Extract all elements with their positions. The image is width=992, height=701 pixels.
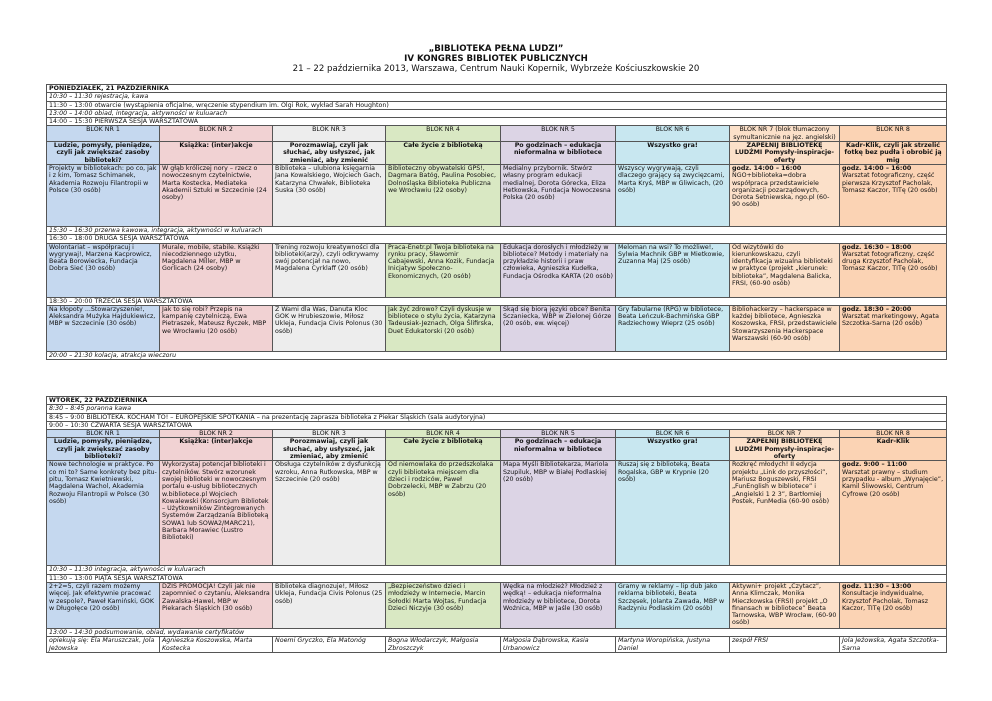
day2-block-theme-row xyxy=(47,438,947,461)
session-desc: Konsultacje indywidualne, Krzysztof Pacholak, Tomasz Kaczor, TITę (20 osób) xyxy=(842,590,929,612)
day2-session5-row xyxy=(47,582,947,628)
day1-session1-header: 14:00 – 15:30 PIERWSZA SESJA WARSZTATOWA xyxy=(47,118,947,126)
day2-block-label-6: BLOK NR 6 xyxy=(616,430,730,438)
day2-session4-5: Mapa Myśli Bibliotekarza, Mariola Szupiluk, MBP w Białej Podlaskiej (20 osób) xyxy=(501,461,616,566)
session-time: godz. 11:30 – 13:00 xyxy=(842,582,912,590)
day2-carers-5: Małgosia Dąbrowska, Kasia Urbanowicz xyxy=(501,637,616,653)
day2-coffee-row xyxy=(47,405,947,413)
day2-summary: 13:00 – 14:30 podsumowanie, obiad, wydawanie certyfikatów xyxy=(47,628,947,636)
program-title: „BIBLIOTEKA PEŁNA LUDZI” xyxy=(428,44,564,54)
day2-presentation-row xyxy=(47,413,947,421)
day2-block-label-5: BLOK NR 5 xyxy=(501,430,616,438)
day2-heading-row xyxy=(47,397,947,405)
day1-session3-1: Na kłopoty ...Stowarzyszenie!, Aleksandra Mużyka Hajdukiewicz, MBP w Szczecinie (30 osób) xyxy=(47,305,160,351)
day2-session4-2: Wykorzystaj potencjał biblioteki i czytelników. Stwórz wzorunek swojej biblioteki w nowoczesnym portalu e-usług bibliotecznych w.bibliotece.pl Wojciech Kowalewski (Konsorcjum Bibliotek – Użytkowników Zintegrowanych Systemów Zarządzania Biblioteką SOWA1 lub SOWA2/MARC21), Barbara Morawiec (Lustro Biblioteki) xyxy=(160,461,273,566)
day2-session5-8 xyxy=(840,582,947,628)
day2-heading: WTOREK, 22 PAŹDZIERNIKA xyxy=(47,397,947,405)
day2-presentation: 8:45 – 9:00 BIBLIOTEKA. KOCHAM TO! – EUROPEJSKIE SPOTKANIA – na prezentację zaprasza biblioteka z Piekar Śląskich (sala audytoryjna) xyxy=(47,413,947,421)
day2-block-label-4: BLOK NR 4 xyxy=(386,430,501,438)
day2-session5-3: Biblioteka diagnozuje!, Miłosz Ukleja, Fundacja Civis Polonus (25 osób) xyxy=(273,582,386,628)
day2-session5-7: Aktywni+ projekt „Czytacz”, Anna Klimczak, Monika Mieczkowska (FRSI) projekt „O finansach w bibliotece” Beata Tarnowska, WBP Wrocław, (60-90 osób) xyxy=(730,582,840,628)
session-time: godz. 9:00 – 11:00 xyxy=(842,461,907,469)
day1-session3-7: Bibliohackerzy – hackerspace w każdej bibliotece, Agnieszka Koszowska, FRSI, przedstawiciele Stowarzyszenia Hackerspace Warszawski (60-90 osób) xyxy=(730,305,840,351)
day1-session3-5: Skąd się biorą języki obce? Benita Sczaniecka, WBP w Zielonej Górze (20 osób, ew. więcej) xyxy=(501,305,616,351)
day1-session1-4: Biblioteczny obywatelski GPS!, Dagmara Batóg, Paulina Posobiec, Dolnośląska Biblioteka Publiczna we Wrocławiu (22 osoby) xyxy=(386,164,501,226)
day1-session2-7: Od wizytówki do kierunkowskazu, czyli identyfikacja wizualna biblioteki w praktyce (projekt „kierunek: biblioteka”, Magdalena Balicka, FRSI, (60-90 osób) xyxy=(730,243,840,297)
day2-session5-5: Wędka na młodzież? Młodzież z wędką! – edukacja nieformalna młodzieży w bibliotece, Dorota Woźnica, MBP w Jaśle (30 osób) xyxy=(501,582,616,628)
day1-session2-6: Meloman na wsi? To możliwe!, Sylwia Machnik GBP w Mietkowie, Zuzanna Maj (25 osób) xyxy=(616,243,730,297)
day1-block-label-5: BLOK NR 5 xyxy=(501,126,616,142)
day1-heading: PONIEDZIAŁEK, 21 PAŹDZIERNIKA xyxy=(47,85,947,93)
day2-coffee: 8:30 – 8:45 poranna kawa xyxy=(47,405,947,413)
day1-session3-8 xyxy=(840,305,947,351)
day2-schedule-table xyxy=(46,396,947,653)
day1-block-theme-7: ZAPEŁNIJ BIBLIOTEKĘ LUDŹMI Pomysły-inspiracje-oferty xyxy=(730,142,840,165)
day1-session1-5: Medialny przybornik. Stwórz własny program edukacji medialnej, Dorota Górecka, Eliza Hetkowska, Fundacja Nowoczesna Polska (20 osób) xyxy=(501,164,616,226)
day1-session3-3: Z Wami dla Was, Danuta Kloc GOK w Hrubieszowie, Miłosz Ukleja, Fundacja Civis Polonus (30 osób) xyxy=(273,305,386,351)
day1-session1-header-row xyxy=(47,118,947,126)
day2-block-label-2: BLOK NR 2 xyxy=(160,430,273,438)
day1-session2-5: Edukacja dorosłych i młodzieży w bibliotece? Metody i materiały na przykładzie historii i praw człowieka, Agnieszka Kudełka, Fundacja Ośrodka KARTA (20 osób) xyxy=(501,243,616,297)
day1-session2-header-row xyxy=(47,235,947,243)
session-desc: Warsztat fotograficzny, część druga Krzysztof Pacholak, Tomasz Kaczor, TITę (20 osób) xyxy=(842,250,938,273)
day1-lunch-row xyxy=(47,109,947,117)
day1-schedule-table xyxy=(46,84,947,360)
day1-session2-row xyxy=(47,243,947,297)
day2-session5-2: DZIŚ PROMOCJA! Czyli jak nie zapomnieć o czytaniu, Aleksandra Zawalska-Hawel, MBP w Piekarach Śląskich (30 osób) xyxy=(160,582,273,628)
day1-session2-1: Wolontariat – współpracuj i wygrywaj!, Marzena Kacprowicz, Beata Borowiecka, Fundacja Dobra Sieć (30 osób) xyxy=(47,243,160,297)
day1-session3-2: Jak to się robi? Przepis na kampanię czytelniczą, Ewa Pietraszek, Mateusz Ryczek, MBP we Wrocławiu (20 osób) xyxy=(160,305,273,351)
day1-session3-6: Gry fabularne (RPG) w bibliotece, Beata Leńczuk-Bachmińska GBP Radziechowy Wieprz (25 osób) xyxy=(616,305,730,351)
day2-block-theme-4: Całe życie z biblioteką xyxy=(386,438,501,461)
day1-session2-header: 16:30 – 18:00 DRUGA SESJA WARSZTATOWA xyxy=(47,235,947,243)
day2-carers-1: opiekują się: Ela Maruszczak, Jola Jeżowska xyxy=(47,637,160,653)
day2-session4-7: Rozkręć młodych! II edycja projektu „Link do przyszłości”, Mariusz Boguszewski, FRSI „FunEnglish w bibliotece” i „Angielski 1 2 3”, Bartłomiej Postek, FunMedia (60-90 osób) xyxy=(730,461,840,566)
day1-session1-3: Biblioteka – ulubiona księgarnia Jana Kowalskiego, Wojciech Gach, Katarzyna Chwałek, Biblioteka Suska (30 osób) xyxy=(273,164,386,226)
day2-session4-4: Od niemowlaka do przedszkolaka czyli biblioteka miejscem dla dzieci i rodziców, Paweł Dobrzelecki, MBP w Zabrzu (20 osób) xyxy=(386,461,501,566)
day1-heading-row xyxy=(47,85,947,93)
day1-block-theme-3: Porozmawiaj, czyli jak słuchać, aby usłyszeć, jak zmieniać, aby zmienić xyxy=(273,142,386,165)
day1-coffee-break: 15:30 – 16:30 przerwa kawowa, integracja, aktywności w kuluarach xyxy=(47,226,947,234)
day1-block-theme-2: Książka: (inter)akcje xyxy=(160,142,273,165)
session-time: godz. 18:30 – 20:00 xyxy=(842,305,912,313)
day1-block-label-7: BLOK NR 7 (blok tłumaczony symultanicznie na jęz. angielski) xyxy=(730,126,840,142)
day1-session2-2: Murale, mobile, stabile. Książki niecodziennego użytku, Magdalena Miller, MBP w Gorlicach (24 osoby) xyxy=(160,243,273,297)
day2-session4-6: Ruszaj się z biblioteką, Beata Rogalska, GBP w Krypnie (20 osób) xyxy=(616,461,730,566)
day1-session1-1: Projekty w bibliotekach: po co, jak i z kim, Tomasz Schimanek, Akademia Rozwoju Filantropii w Polsce (30 osób) xyxy=(47,164,160,226)
day2-block-theme-7: ZAPEŁNIJ BIBLIOTEKĘ LUDŹMI Pomysły-inspiracje-oferty xyxy=(730,438,840,461)
day2-session4-row xyxy=(47,461,947,566)
day2-session5-header: 11:30 – 13:00 PIĄTA SESJA WARSZTATOWA xyxy=(47,574,947,582)
day2-carers-2: Agnieszka Koszowska, Marta Kostecka xyxy=(160,637,273,653)
session-desc: Warsztat fotograficzny, część pierwsza Krzysztof Pacholak, Tomasz Kaczor, TITę (20 osób) xyxy=(842,172,938,194)
day1-block-label-3: BLOK NR 3 xyxy=(273,126,386,142)
day1-lunch: 13:00 – 14:00 obiad, integracja, aktywności w kuluarach xyxy=(47,109,947,117)
day1-opening: 11:30 – 13:00 otwarcie (wystąpienia oficjalne, wręczenie stypendium im. Olgi Rok, wykład Sarah Houghton) xyxy=(47,101,947,109)
day2-break-row xyxy=(47,566,947,574)
day2-block-theme-5: Po godzinach – edukacja nieformalna w bibliotece xyxy=(501,438,616,461)
day1-block-theme-4: Całe życie z biblioteką xyxy=(386,142,501,165)
day1-block-label-2: BLOK NR 2 xyxy=(160,126,273,142)
day2-block-label-1: BLOK NR 1 xyxy=(47,430,160,438)
day2-session5-4: „Bezpieczeństwo dzieci i młodzieży w Internecie, Marcin Sołodki Marta Wojtas, Fundacja Dzieci Niczyje (30 osób) xyxy=(386,582,501,628)
day2-summary-row xyxy=(47,628,947,636)
day2-session5-6: Gramy w reklamy – lip dub jako reklama biblioteki, Beata Szczęsek, Jolanta Zawada, MBP w Radzyniu Podlaskim (20 osób) xyxy=(616,582,730,628)
day1-session1-6: Wszyscy wygrywają, czyli dlaczego grający są zwycięzcami, Marta Kryś, MBP w Gliwicach, (20 osób) xyxy=(616,164,730,226)
day2-carers-7: zespół FRSI xyxy=(730,637,840,653)
day1-block-theme-5: Po godzinach – edukacja nieformalna w bibliotece xyxy=(501,142,616,165)
day2-carers-row xyxy=(47,637,947,653)
day1-coffee-break-row xyxy=(47,226,947,234)
day2-carers-4: Bogna Włodarczyk, Małgosia Zbroszczyk xyxy=(386,637,501,653)
day1-session3-header: 18:30 – 20:00 TRZECIA SESJA WARSZTATOWA xyxy=(47,297,947,305)
session-desc: Warsztat marketingowy, Agata Szczotka-Sarna (20 osób) xyxy=(842,313,939,328)
session-desc: Warsztat prawny – studium przypadku - album „Wynajęcie”, Kamil Śliwowski, Centrum Cyfrowe (20 osób) xyxy=(842,468,944,498)
day1-session2-4: Praca-Enetr.pl Twoja biblioteka na rynku pracy, Sławomir Cabajewski, Anna Kozik, Fundacja Inicjatyw Społeczno-Ekonomicznych, (20 osób) xyxy=(386,243,501,297)
day1-block-theme-1: Ludzie, pomysły, pieniądze, czyli jak zwiększać zasoby biblioteki? xyxy=(47,142,160,165)
day2-block-label-row xyxy=(47,430,947,438)
program-subtitle: IV KONGRES BIBLIOTEK PUBLICZNYCH xyxy=(404,54,588,64)
day2-session4-header: 9:00 – 10:30 CZWARTA SESJA WARSZTATOWA xyxy=(47,421,947,429)
session-time: godz. 16:30 – 18:00 xyxy=(842,243,912,251)
day1-block-label-4: BLOK NR 4 xyxy=(386,126,501,142)
session-desc: NGO+biblioteka=dobra współpraca przedstawiciele organizacji pozarządowych, Dorota Setniewska, ngo.pl (60-90 osób) xyxy=(732,172,830,209)
day1-block-theme-row xyxy=(47,142,947,165)
day2-session5-1: 2+2=5, czyli razem możemy więcej. Jak efektywnie pracować w zespole?, Paweł Kamiński, GOK w Długołęce (20 osób) xyxy=(47,582,160,628)
day1-session3-row xyxy=(47,305,947,351)
day2-block-theme-1: Ludzie, pomysły, pieniądze, czyli jak zwiększać zasoby biblioteki? xyxy=(47,438,160,461)
day1-dinner-row xyxy=(47,351,947,359)
day2-carers-3: Noemi Gryczko, Ela Matonóg xyxy=(273,637,386,653)
day1-session3-header-row xyxy=(47,297,947,305)
day1-block-theme-8: Kadr-Klik, czyli jak strzelić fotkę bez pudła i obrobić ją mig xyxy=(840,142,947,165)
day2-session4-3: Obsługa czytelników z dysfunkcją wzroku, Anna Rutkowska, MBP w Szczecinie (20 osób) xyxy=(273,461,386,566)
day2-carers-6: Martyna Woropińska, Justyna Daniel xyxy=(616,637,730,653)
day1-block-theme-6: Wszystko gra! xyxy=(616,142,730,165)
program-info: 21 – 22 października 2013, Warszawa, Centrum Nauki Kopernik, Wybrzeże Kościuszkowskie 20 xyxy=(292,64,700,74)
day2-session4-8 xyxy=(840,461,947,566)
day2-block-theme-8: Kadr-Klik xyxy=(840,438,947,461)
day1-registration: 10:30 – 11:30 rejestracja, kawa xyxy=(47,93,947,101)
day1-opening-row xyxy=(47,101,947,109)
day2-carers-8: Jola Jeżowska, Agata Szczotka-Sarna xyxy=(840,637,947,653)
day2-session4-1: Nowe technologie w praktyce. Po co mi to? Same konkrety bez pitu-pitu, Tomasz Kwietniewski, Magdalena Wachol, Akademia Rozwoju Filantropii w Polsce (30 osób) xyxy=(47,461,160,566)
day2-session5-header-row xyxy=(47,574,947,582)
day2-block-theme-6: Wszystko gra! xyxy=(616,438,730,461)
day1-registration-row xyxy=(47,93,947,101)
day1-session1-row xyxy=(47,164,947,226)
day1-block-label-6: BLOK NR 6 xyxy=(616,126,730,142)
day2-block-theme-2: Książka: (inter)akcje xyxy=(160,438,273,461)
day2-session4-header-row xyxy=(47,421,947,429)
day1-block-label-row xyxy=(47,126,947,142)
day2-block-label-7: BLOK NR 7 xyxy=(730,430,840,438)
session-time: godz. 14:00 – 16:00 xyxy=(732,164,802,172)
day1-block-label-1: BLOK NR 1 xyxy=(47,126,160,142)
day2-break: 10:30 – 11:30 integracja, aktywności w kuluarach xyxy=(47,566,947,574)
day1-session1-2: W głąb króliczej nory – rzecz o nowoczesnym czytelnictwie, Marta Kostecka, Mediateka Akademii Sztuki w Szczecinie (24 osoby) xyxy=(160,164,273,226)
day1-session1-7 xyxy=(730,164,840,226)
day1-block-label-8: BLOK NR 8 xyxy=(840,126,947,142)
day2-block-theme-3: Porozmawiaj, czyli jak słuchać, aby usłyszeć, jak zmieniać, aby zmienić xyxy=(273,438,386,461)
day1-dinner: 20:00 – 21:30 kolacja, atrakcja wieczoru xyxy=(47,351,947,359)
day2-block-label-8: BLOK NR 8 xyxy=(840,430,947,438)
session-time: godz. 14:00 – 16:00 xyxy=(842,164,912,172)
day1-session3-4: Jak żyć zdrowo? Czyli dyskusje w bibliotece o stylu życia, Katarzyna Tadeusiak-Jeznach, Olga Ślifirska, Duet Edukatorski (20 osób) xyxy=(386,305,501,351)
day1-session2-3: Trening rozwoju kreatywności dla biblioteki(arzy), czyli odkrywamy swój potencjał na nowo, Magdalena Cyrklaff (20 osób) xyxy=(273,243,386,297)
day1-session2-8 xyxy=(840,243,947,297)
day2-block-label-3: BLOK NR 3 xyxy=(273,430,386,438)
day1-session1-8 xyxy=(840,164,947,226)
